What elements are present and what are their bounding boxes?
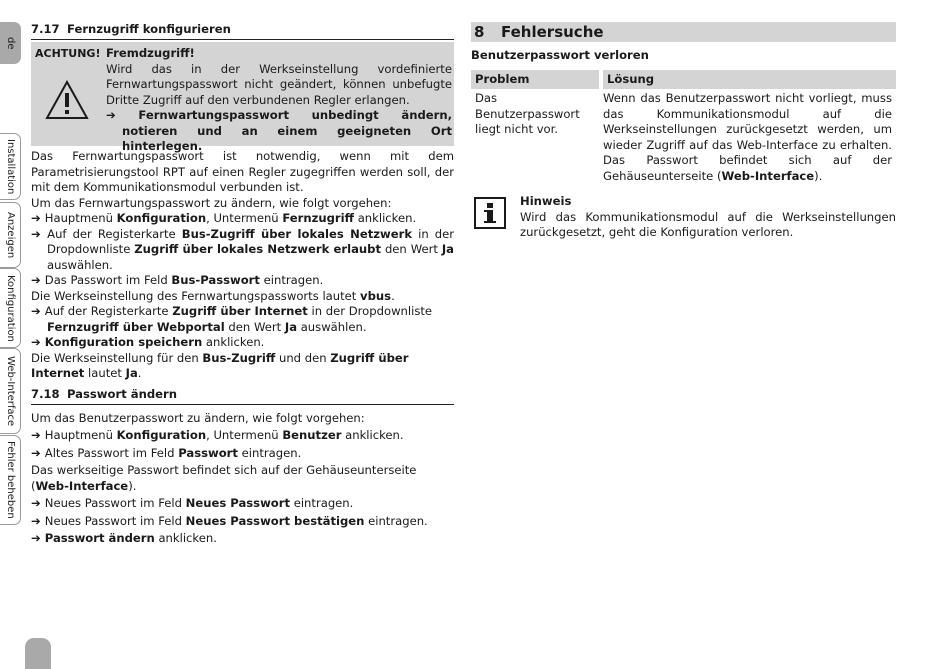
warning-title: Fremdzugriff!: [106, 46, 195, 60]
right-column: [471, 22, 896, 254]
arrow-right-icon: ➔: [31, 273, 45, 287]
intro-paragraph: Das Fernwartungspasswort ist notwendig, wenn mit dem Parametrisierungstool RPT auf einen Regler zugegriffen werden soll, der mit dem Kommunikationsmodul verbunden ist.: [31, 149, 454, 194]
left-column: [31, 22, 454, 547]
table-row: [471, 89, 896, 186]
section-heading-8: 8 Fehlersuche: [471, 22, 896, 42]
arrow-right-icon: ➔: [106, 108, 139, 122]
arrow-right-icon: ➔: [31, 513, 45, 528]
warning-box: [31, 42, 454, 153]
factory-password-note: Das werkseitige Passwort befindet sich auf der Gehäuseunterseite (Web-Interface).: [31, 463, 417, 493]
side-tab-web-interface[interactable]: Web-Interface: [0, 348, 21, 434]
arrow-right-icon: ➔: [31, 211, 45, 225]
table-cell-problem: Das Benutzerpasswort liegt nicht vor.: [475, 91, 580, 136]
step-item: ➔ Auf der Registerkarte Bus-Zugriff über lokales Netzwerk in der Dropdownliste Zugriff über lokales Netzwerk erlaubt den Wert Ja auswählen.: [31, 226, 454, 272]
default-password-note: Die Werkseinstellung des Fernwartungspassworts lautet vbus.: [31, 288, 395, 303]
step-item: ➔ Hauptmenü Konfiguration, Untermenü Benutzer anklicken.: [31, 428, 404, 442]
section-heading-7-17: 7.17 Fernzugriff konfigurieren: [31, 22, 454, 40]
step-item: ➔ Auf der Registerkarte Zugriff über Internet in der Dropdownliste Fernzugriff über Webportal den Wert Ja auswählen.: [31, 304, 433, 334]
step-item: ➔ Neues Passwort im Feld Neues Passwort eintragen.: [31, 496, 354, 510]
warning-triangle-icon: [45, 80, 89, 120]
arrow-right-icon: ➔: [31, 226, 48, 241]
side-tab-de[interactable]: de: [0, 22, 21, 64]
side-tab-fehler-beheben[interactable]: Fehler beheben: [0, 435, 21, 525]
note-box: [471, 194, 896, 254]
how-to-text-2: Um das Benutzerpasswort zu ändern, wie folgt vorgehen:: [31, 410, 365, 425]
step-item: ➔ Neues Passwort im Feld Neues Passwort bestätigen eintragen.: [31, 513, 428, 528]
how-to-text: Um das Fernwartungspasswort zu ändern, wie folgt vorgehen:: [31, 195, 392, 210]
warning-label: ACHTUNG!: [35, 47, 101, 60]
step-item: ➔ Altes Passwort im Feld Passwort eintragen.: [31, 445, 302, 460]
side-tab-konfiguration[interactable]: Konfiguration: [0, 268, 21, 348]
warning-text-block: [106, 46, 452, 155]
note-body: Wird das Kommunikationsmodul auf die Werkseinstellungen zurückgesetzt, geht die Konfiguration verloren.: [520, 209, 896, 239]
info-icon: [474, 197, 506, 229]
table-header-problem: Problem: [471, 70, 599, 90]
step-item: ➔ Passwort ändern anklicken.: [31, 531, 217, 545]
arrow-right-icon: ➔: [31, 335, 45, 349]
table-header-solution: Lösung: [599, 70, 896, 90]
note-text-block: [520, 194, 896, 241]
arrow-right-icon: ➔: [31, 531, 45, 545]
table-header-row: [471, 70, 896, 90]
step-item: ➔ Konfiguration speichern anklicken.: [31, 335, 265, 349]
step-item: ➔ Hauptmenü Konfiguration, Untermenü Fernzugriff anklicken.: [31, 211, 417, 225]
subheading-password-lost: Benutzerpasswort verloren: [471, 48, 649, 62]
section-heading-7-18: 7.18 Passwort ändern: [31, 387, 454, 405]
table-cell-solution: Wenn das Benutzerpasswort nicht vorliegt, muss das Kommunikationsmodul auf die Werkseinstellungen zurückgesetzt werden, um wieder Zugriff auf das Web-Interface zu erhalten. Das Passwort befindet sich auf der Gehäuseunterseite (Web-Interface).: [603, 91, 892, 183]
arrow-right-icon: ➔: [31, 445, 45, 460]
warning-body: Wird das in der Werkseinstellung vordefinierte Fernwartungspasswort nicht geändert, können unbefugte Dritte Zugriff auf den verbundenen Regler erlangen.: [106, 61, 452, 107]
troubleshooting-table: [471, 70, 896, 187]
note-title: Hinweis: [520, 194, 572, 208]
default-access-note: Die Werkseinstellung für den Bus-Zugriff und den Zugriff über Internet lautet Ja.: [31, 350, 409, 380]
arrow-right-icon: ➔: [31, 304, 45, 318]
side-tab-anzeigen[interactable]: Anzeigen: [0, 202, 21, 268]
step-item: ➔ Das Passwort im Feld Bus-Passwort eintragen.: [31, 273, 324, 287]
arrow-right-icon: ➔: [31, 428, 45, 442]
side-tab-installation[interactable]: Installation: [0, 133, 21, 200]
arrow-right-icon: ➔: [31, 496, 45, 510]
page-number-tab: [25, 638, 51, 669]
warning-action: ➔ Fernwartungspasswort unbedingt ändern, notieren und an einem geeigneten Ort hinterlegen.: [106, 108, 452, 153]
